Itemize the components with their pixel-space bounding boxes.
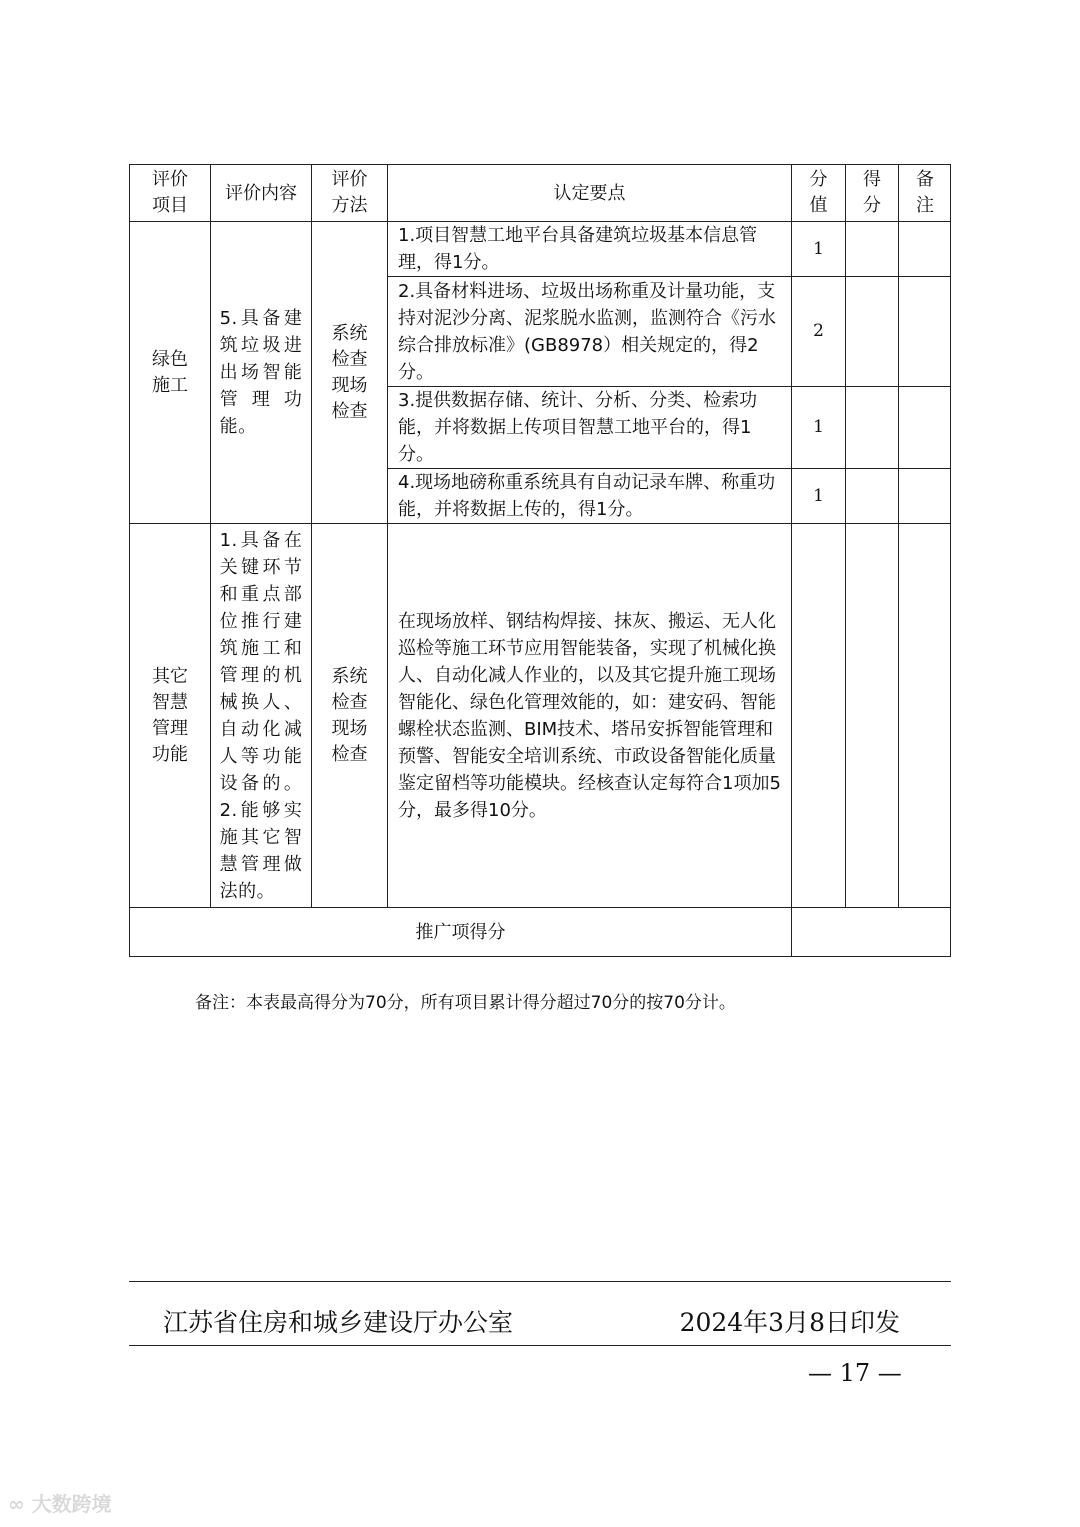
content-line: 位推行建 (219, 610, 303, 632)
content-line: 设备的。 (219, 772, 303, 794)
content-line: 5.具备建 (219, 308, 303, 329)
footer-office: 江苏省住房和城乡建设厅办公室 (163, 1308, 514, 1337)
content-line: 筑垃圾进 (219, 335, 303, 356)
header-method: 评价 方法 (331, 169, 368, 216)
content-line: 法的。 (219, 880, 276, 902)
content-line: 管理功 (219, 389, 303, 410)
group-other-method: 系统 检查 现场 检查 (331, 665, 368, 765)
score-value: 1 (813, 238, 824, 259)
footer-divider-bottom (129, 1345, 951, 1346)
content-line: 出场智能 (219, 362, 303, 383)
footer-divider-top (129, 1281, 951, 1282)
content-line: 能。 (219, 416, 257, 437)
score-value: 2 (813, 321, 824, 341)
group-green-item: 绿色 施工 (152, 348, 188, 396)
content-line: 自动化减 (219, 718, 303, 740)
requirement-row: 3.提供数据存储、统计、分析、分类、检索功能，并将数据上传项目智慧工地平台的，得1分。 (398, 390, 758, 465)
requirement-row: 在现场放样、钢结构焊接、抹灰、搬运、无人化巡检等施工环节应用智能装备，实现了机械化换人、自动化减人作业的，以及其它提升施工现场智能化、绿色化管理效能的，如：建安码、智能螺栓状态监测、BIM技术、塔吊安拆智能管理和预警、智能安全培训系统、市政设备智能化质量鉴定留档等功能模块。经核查认定每符合1项加5分，最多得10分。 (398, 610, 781, 821)
header-content: 评价内容 (225, 182, 297, 204)
watermark (8, 1488, 112, 1517)
content-line: 2.能够实 (219, 799, 303, 821)
requirement-row: 1.项目智慧工地平台具备建筑垃圾基本信息管理，得1分。 (398, 225, 758, 273)
content-line: 筑施工和 (219, 637, 303, 659)
header-score: 分 值 (809, 169, 828, 216)
total-value (792, 908, 950, 957)
content-line: 慧管理做 (219, 853, 303, 875)
group-other-content (211, 524, 311, 907)
group-other-item: 其它 智慧 管理 功能 (152, 665, 188, 765)
header-remark: 备 注 (916, 169, 934, 216)
header-points: 认定要点 (553, 182, 626, 204)
table-note: 备注：本表最高得分为70分，所有项目累计得分超过70分的按70分计。 (195, 993, 736, 1013)
score-value: 1 (813, 485, 824, 506)
requirement-row: 4.现场地磅称重系统具有自动记录车牌、称重功能，并将数据上传的，得1分。 (398, 472, 776, 520)
page-number: — 17 — (808, 1359, 902, 1387)
evaluation-table (129, 164, 951, 957)
content-line: 关键环节 (219, 556, 303, 578)
content-line: 管理的机 (219, 664, 303, 686)
total-label: 推广项得分 (415, 922, 506, 943)
watermark-text: 大数跨境 (31, 1492, 112, 1516)
content-line: 施其它智 (219, 826, 303, 848)
content-line: 和重点部 (219, 583, 303, 605)
header-gained: 得 分 (863, 169, 881, 216)
score-value: 1 (813, 417, 824, 437)
header-item: 评价 项目 (152, 169, 188, 216)
group-green-content (211, 222, 311, 523)
group-green-method: 系统 检查 现场 检查 (331, 322, 368, 422)
content-line: 人等功能 (219, 745, 303, 767)
score-value (792, 524, 845, 907)
requirement-row: 2.具备材料进场、垃圾出场称重及计量功能，支持对泥沙分离、泥浆脱水监测，监测符合《污水综合排放标准》(GB8978）相关规定的，得2分。 (398, 280, 776, 383)
content-line: 械换人、 (219, 691, 303, 713)
watermark-logo-icon: ∞ (8, 1492, 25, 1516)
footer-date: 2024年3月8日印发 (679, 1308, 900, 1337)
content-line: 1.具备在 (219, 529, 303, 551)
